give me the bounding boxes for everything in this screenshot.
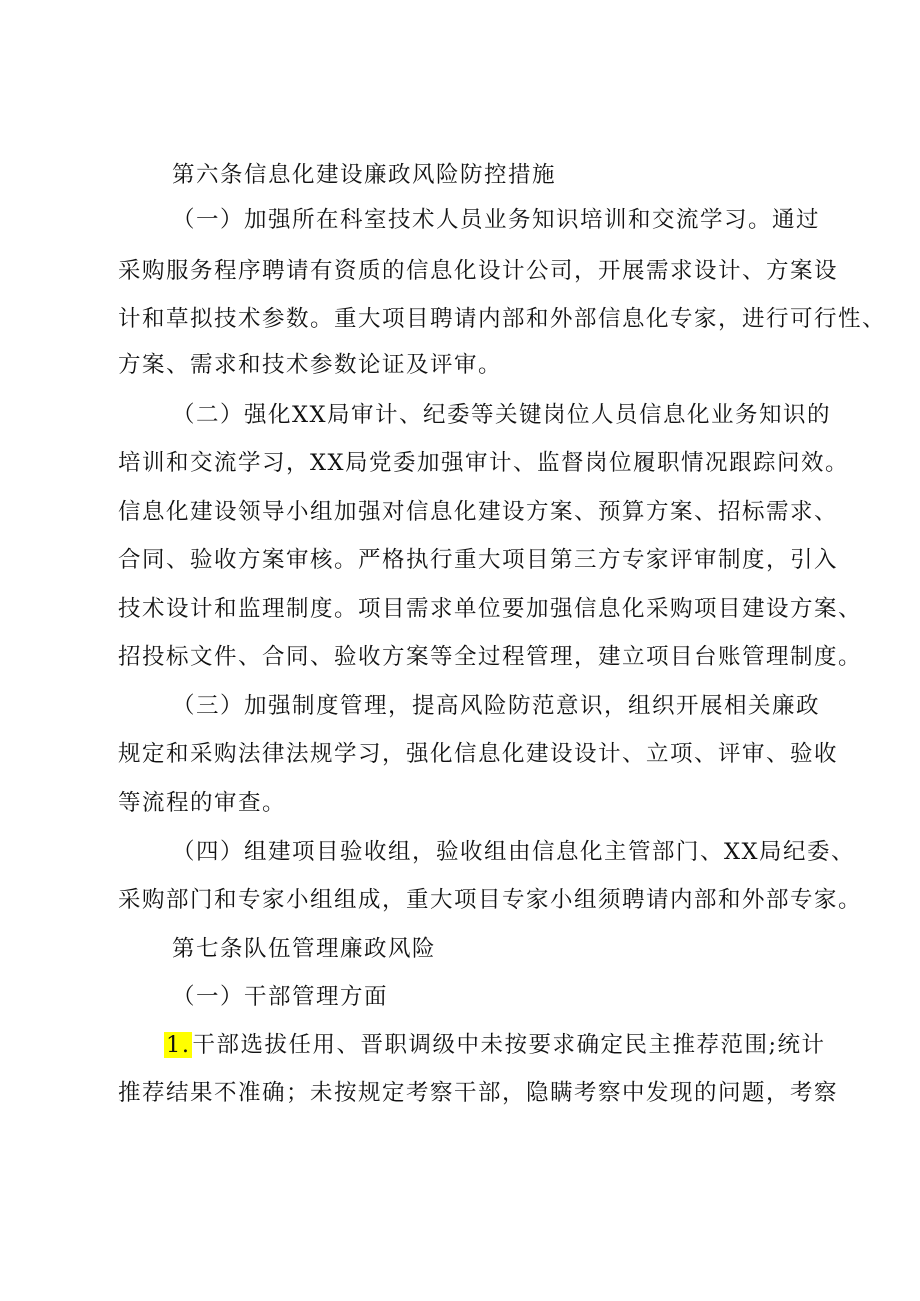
paragraph-line: 招投标文件、合同、验收方案等全过程管理，建立项目台账管理制度。 xyxy=(118,644,863,670)
article-7-heading: 第七条队伍管理廉政风险 xyxy=(172,936,437,962)
section-heading: （一）干部管理方面 xyxy=(172,984,389,1010)
paragraph-line: 采购部门和专家小组组成，重大项目专家小组须聘请内部和外部专家。 xyxy=(118,887,863,913)
paragraph-line: 技术设计和监理制度。项目需求单位要加强信息化采购项目建设方案、 xyxy=(118,596,863,622)
list-number-highlight: 1. xyxy=(166,1032,191,1058)
paragraph-line: （一）加强所在科室技术人员业务知识培训和交流学习。通过 xyxy=(172,207,821,233)
paragraph-line: 等流程的审查。 xyxy=(118,790,287,816)
paragraph-line: 信息化建设领导小组加强对信息化建设方案、预算方案、招标需求、 xyxy=(118,499,839,525)
paragraph-line: 推荐结果不准确；未按规定考察干部，隐瞒考察中发现的问题，考察 xyxy=(118,1080,839,1106)
article-6-heading: 第六条信息化建设廉政风险防控措施 xyxy=(172,162,557,188)
paragraph-line: 计和草拟技术参数。重大项目聘请内部和外部信息化专家，进行可行性、 xyxy=(118,306,887,332)
paragraph-line: （三）加强制度管理，提高风险防范意识，组织开展相关廉政 xyxy=(172,693,821,719)
paragraph-line: （四）组建项目验收组，验收组由信息化主管部门、XX局纪委、 xyxy=(172,839,856,865)
paragraph-line: 培训和交流学习，XX局党委加强审计、监督岗位履职情况跟踪问效。 xyxy=(118,450,850,476)
paragraph-line: 合同、验收方案审核。严格执行重大项目第三方专家评审制度，引入 xyxy=(118,547,839,573)
numbered-item-text: 干部选拔任用、晋职调级中未按要求确定民主推荐范围;统计 xyxy=(192,1032,826,1058)
paragraph-line: 采购服务程序聘请有资质的信息化设计公司，开展需求设计、方案设 xyxy=(118,258,839,284)
numbered-item xyxy=(164,1030,826,1060)
paragraph-line: 方案、需求和技术参数论证及评审。 xyxy=(118,352,503,378)
paragraph-line: （二）强化XX局审计、纪委等关键岗位人员信息化业务知识的 xyxy=(172,402,832,428)
paragraph-line: 规定和采购法律法规学习，强化信息化建设设计、立项、评审、验收 xyxy=(118,741,839,767)
